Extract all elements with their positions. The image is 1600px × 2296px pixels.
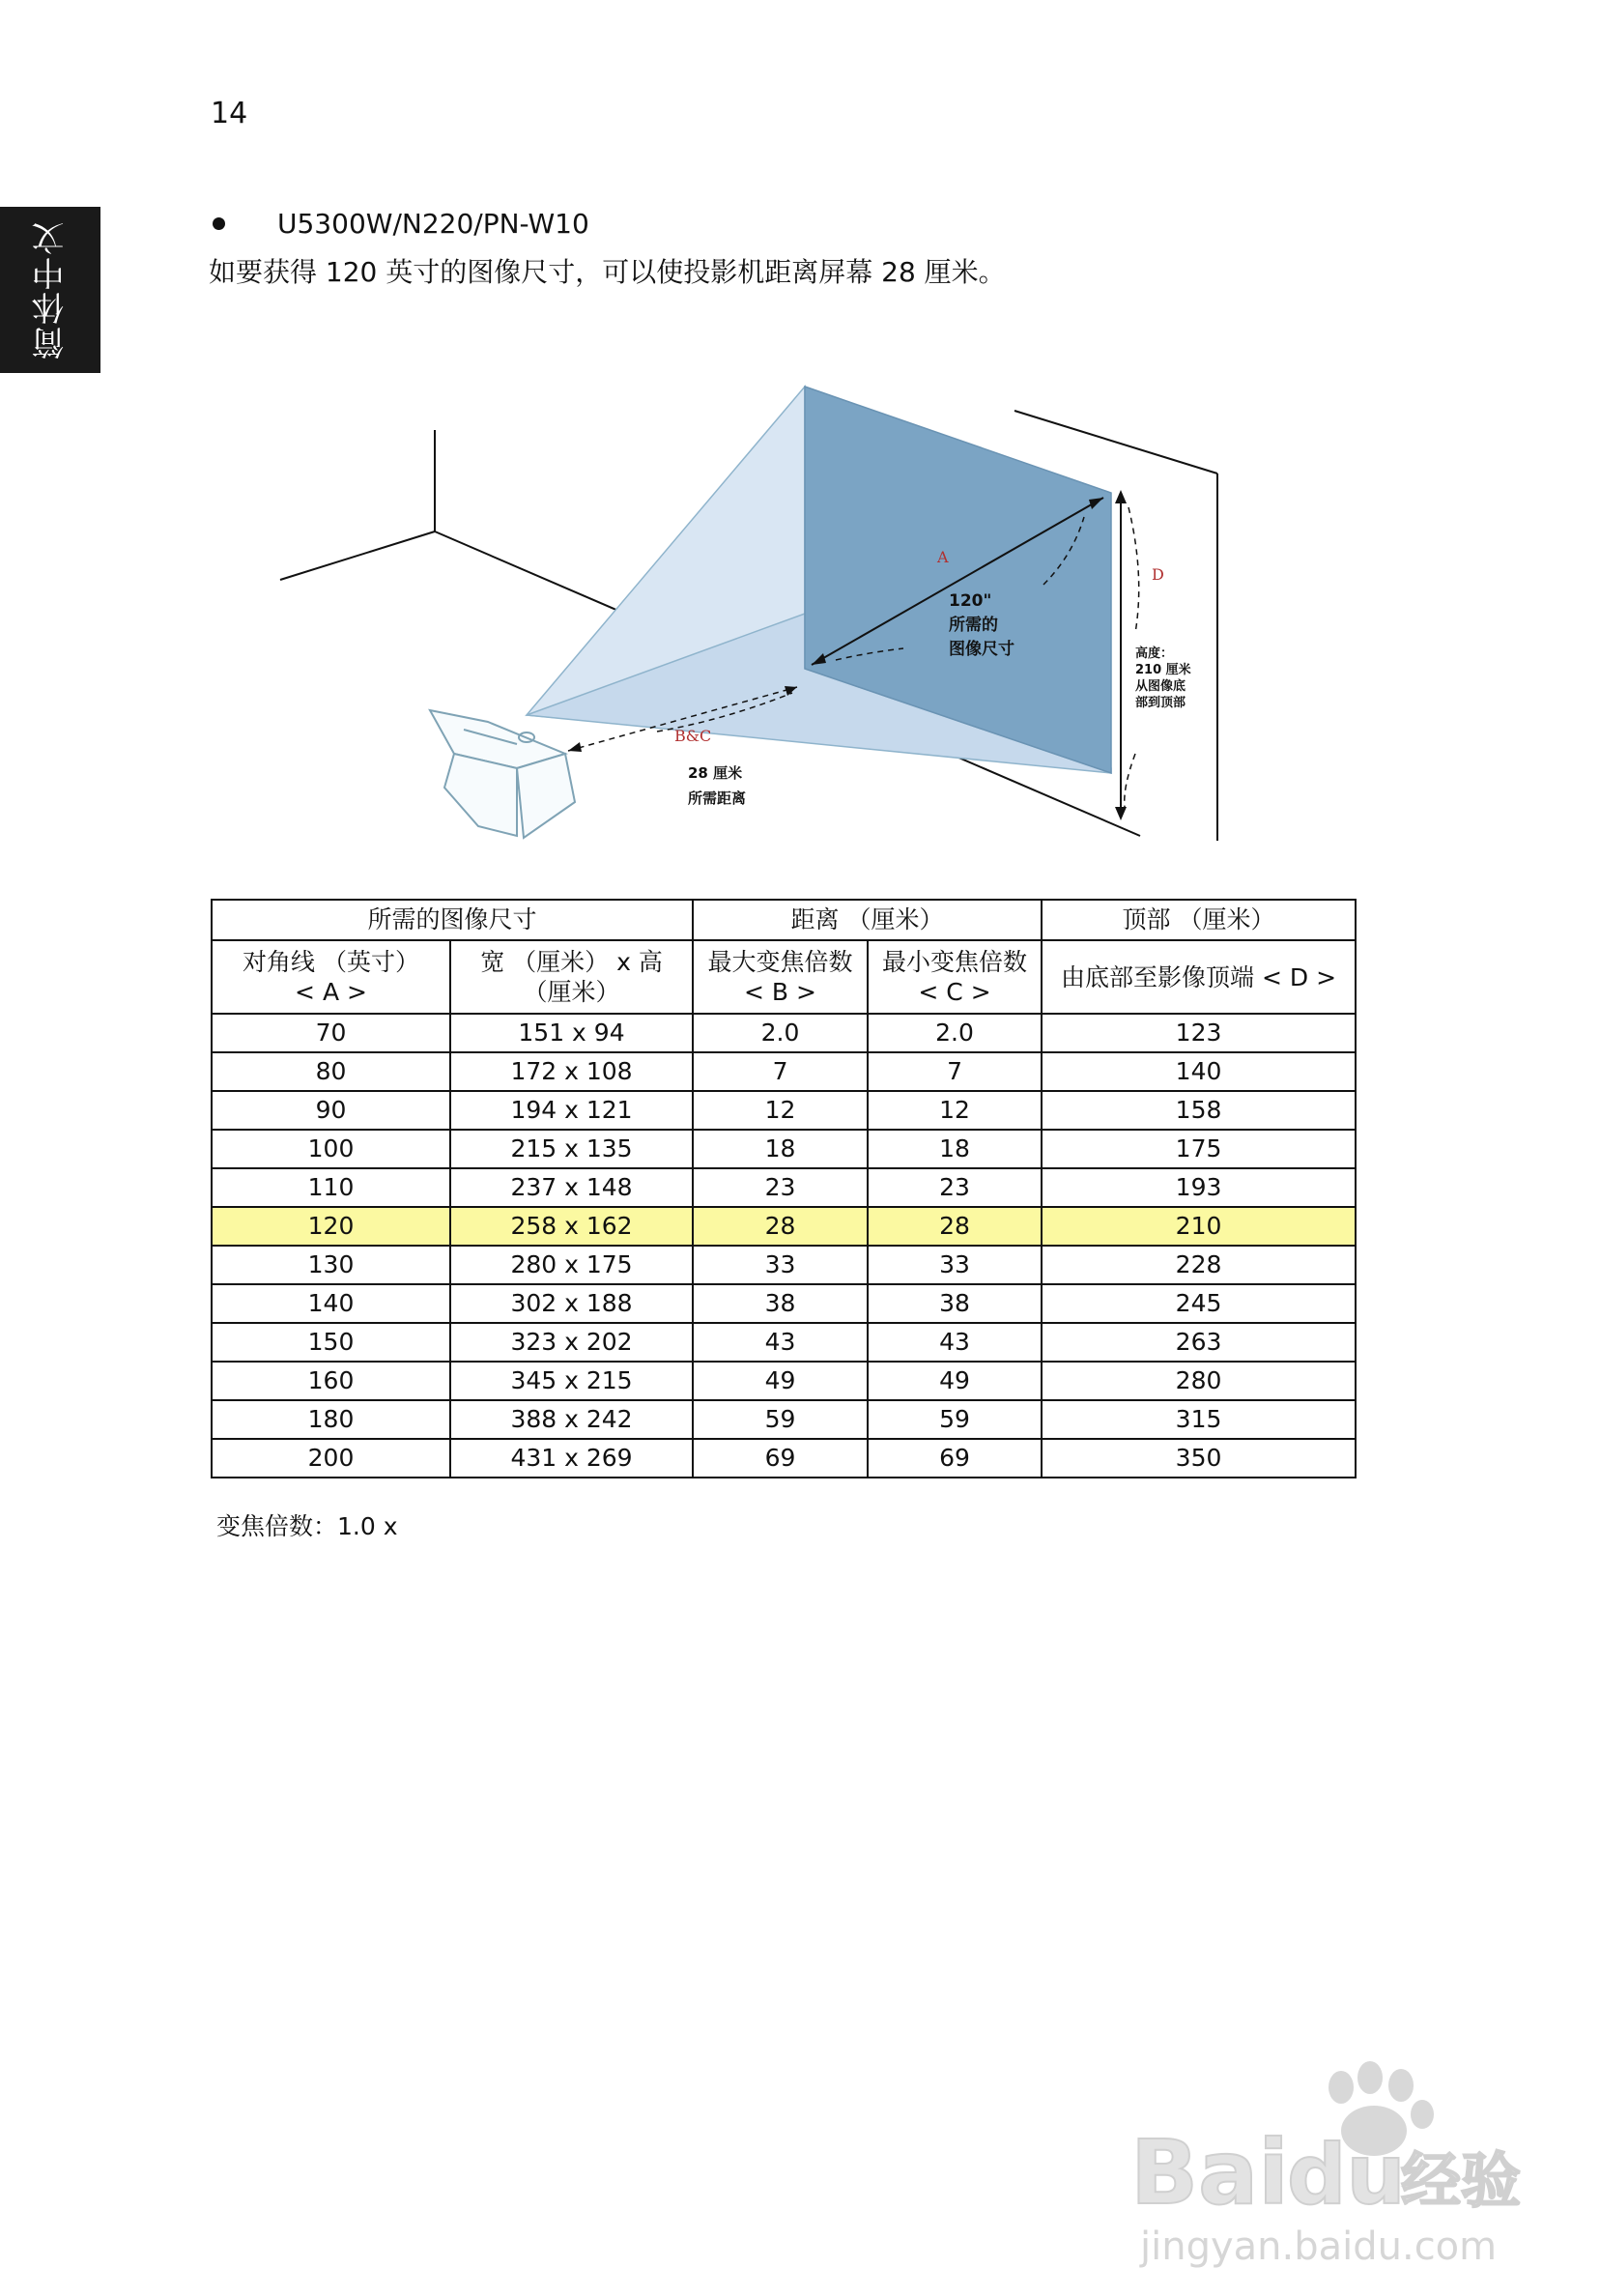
cell-top: 158 [1042, 1091, 1356, 1130]
cell-max-zoom: 59 [693, 1400, 868, 1439]
table-row [212, 1207, 1356, 1246]
cell-width-height: 151 x 94 [450, 1014, 693, 1052]
intro-text: 如要获得 120 英寸的图像尺寸，可以使投影机距离屏幕 28 厘米。 [209, 256, 1006, 288]
cell-max-zoom: 49 [693, 1362, 868, 1400]
cell-diagonal: 90 [212, 1091, 450, 1130]
cell-max-zoom: 28 [693, 1207, 868, 1246]
cell-min-zoom: 7 [868, 1052, 1042, 1091]
table-row [212, 1091, 1356, 1130]
cell-diagonal: 100 [212, 1130, 450, 1168]
table-row [212, 1400, 1356, 1439]
cell-max-zoom: 18 [693, 1130, 868, 1168]
cell-min-zoom: 38 [868, 1284, 1042, 1323]
cell-width-height: 215 x 135 [450, 1130, 693, 1168]
cell-min-zoom: 28 [868, 1207, 1042, 1246]
language-tab-label: 简体中文 [31, 220, 71, 359]
watermark-url: jingyan.baidu.com [1140, 2224, 1498, 2269]
cell-min-zoom: 49 [868, 1362, 1042, 1400]
cell-width-height: 280 x 175 [450, 1246, 693, 1284]
cell-top: 175 [1042, 1130, 1356, 1168]
height-label-3: 从图像底 [1135, 679, 1186, 694]
table-body [212, 1014, 1356, 1478]
size-label-1: 120" [949, 591, 992, 611]
cell-width-height: 431 x 269 [450, 1439, 693, 1478]
table-row [212, 1284, 1356, 1323]
model-name: U5300W/N220/PN-W10 [277, 208, 589, 240]
cell-width-height: 388 x 242 [450, 1400, 693, 1439]
cell-diagonal: 180 [212, 1400, 450, 1439]
cell-width-height: 345 x 215 [450, 1362, 693, 1400]
cell-min-zoom: 59 [868, 1400, 1042, 1439]
height-label-4: 部到顶部 [1135, 696, 1186, 710]
table-row [212, 1130, 1356, 1168]
cell-diagonal: 160 [212, 1362, 450, 1400]
bullet-icon [213, 217, 225, 230]
cell-width-height: 323 x 202 [450, 1323, 693, 1362]
cell-max-zoom: 2.0 [693, 1014, 868, 1052]
cell-top: 193 [1042, 1168, 1356, 1207]
subheader-bottom-to-top: 由底部至影像顶端 < D > [1042, 940, 1356, 1014]
cell-width-height: 237 x 148 [450, 1168, 693, 1207]
height-label-2: 210 厘米 [1135, 663, 1191, 677]
cell-diagonal: 120 [212, 1207, 450, 1246]
model-bullet [209, 208, 589, 240]
subheader-width-height: 宽 （厘米） x 高 （厘米） [450, 940, 693, 1014]
cell-max-zoom: 38 [693, 1284, 868, 1323]
cell-diagonal: 150 [212, 1323, 450, 1362]
cell-min-zoom: 69 [868, 1439, 1042, 1478]
cell-diagonal: 140 [212, 1284, 450, 1323]
subheader-min-zoom: 最小变焦倍数 < C > [868, 940, 1042, 1014]
cell-min-zoom: 43 [868, 1323, 1042, 1362]
projector-icon [430, 710, 575, 838]
header-top: 顶部 （厘米） [1042, 900, 1356, 940]
page-number: 14 [211, 97, 248, 130]
header-image-size: 所需的图像尺寸 [212, 900, 693, 940]
cell-min-zoom: 2.0 [868, 1014, 1042, 1052]
cell-max-zoom: 23 [693, 1168, 868, 1207]
projection-diagram [271, 382, 1246, 855]
cell-diagonal: 110 [212, 1168, 450, 1207]
watermark-suffix: 经验 [1401, 2145, 1522, 2216]
distance-label-2: 所需距离 [688, 789, 747, 807]
cell-max-zoom: 12 [693, 1091, 868, 1130]
cell-diagonal: 80 [212, 1052, 450, 1091]
table-row [212, 1168, 1356, 1207]
zoom-footnote: 变焦倍数：1.0 x [216, 1512, 398, 1540]
cell-top: 263 [1042, 1323, 1356, 1362]
header-distance: 距离 （厘米） [693, 900, 1042, 940]
cell-top: 123 [1042, 1014, 1356, 1052]
cell-min-zoom: 23 [868, 1168, 1042, 1207]
baidu-watermark [1121, 2049, 1527, 2271]
projection-spec-table [211, 899, 1357, 1478]
distance-label-1: 28 厘米 [688, 764, 743, 782]
cell-width-height: 302 x 188 [450, 1284, 693, 1323]
cell-top: 140 [1042, 1052, 1356, 1091]
table-row [212, 1323, 1356, 1362]
cell-diagonal: 200 [212, 1439, 450, 1478]
cell-top: 280 [1042, 1362, 1356, 1400]
cell-top: 210 [1042, 1207, 1356, 1246]
cell-max-zoom: 69 [693, 1439, 868, 1478]
cell-width-height: 258 x 162 [450, 1207, 693, 1246]
subheader-max-zoom: 最大变焦倍数 < B > [693, 940, 868, 1014]
cell-max-zoom: 33 [693, 1246, 868, 1284]
cell-top: 315 [1042, 1400, 1356, 1439]
cell-top: 350 [1042, 1439, 1356, 1478]
cell-max-zoom: 43 [693, 1323, 868, 1362]
language-tab [0, 207, 100, 373]
size-label-2: 所需的 [949, 616, 998, 635]
cell-min-zoom: 18 [868, 1130, 1042, 1168]
cell-width-height: 194 x 121 [450, 1091, 693, 1130]
height-label-1: 高度： [1135, 646, 1174, 661]
watermark-brand: Bai [1130, 2121, 1289, 2224]
table-row [212, 1246, 1356, 1284]
cell-top: 228 [1042, 1246, 1356, 1284]
label-bc: B&C [674, 727, 712, 745]
table-row [212, 1439, 1356, 1478]
table-row [212, 1362, 1356, 1400]
cell-diagonal: 70 [212, 1014, 450, 1052]
label-a: A [937, 548, 949, 566]
cell-width-height: 172 x 108 [450, 1052, 693, 1091]
table-row [212, 1014, 1356, 1052]
cell-min-zoom: 12 [868, 1091, 1042, 1130]
cell-top: 245 [1042, 1284, 1356, 1323]
cell-diagonal: 130 [212, 1246, 450, 1284]
watermark-brand2: du [1287, 2127, 1406, 2224]
size-label-3: 图像尺寸 [949, 640, 1014, 659]
subheader-diagonal: 对角线 （英寸） < A > [212, 940, 450, 1014]
cell-max-zoom: 7 [693, 1052, 868, 1091]
label-d: D [1152, 565, 1164, 584]
table-row [212, 1052, 1356, 1091]
cell-min-zoom: 33 [868, 1246, 1042, 1284]
